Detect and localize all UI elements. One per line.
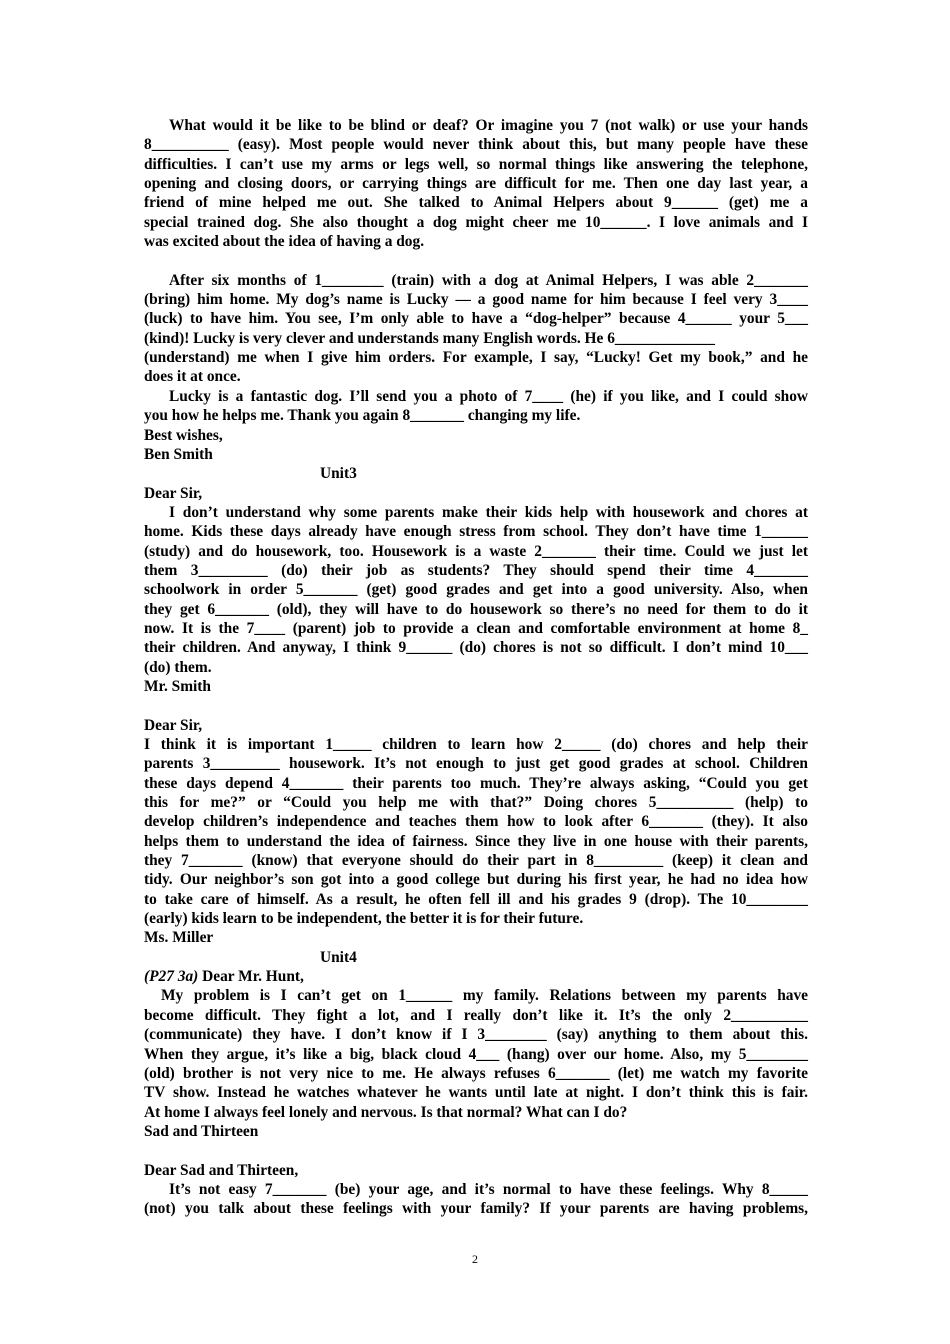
text-line: (luck) to have him. You see, I’m only able to have a “dog-helper” because 4______ your 5___ [144,310,808,328]
paragraph-disability [144,116,808,251]
text-line: they get 6_______ (old), they will have to do housework so there’s no need for them to do it [144,600,808,618]
text-line: you how he helps me. Thank you again 8_______ changing my life. [144,407,581,425]
paragraph-closing [144,387,808,464]
text-line: Ben Smith [144,445,213,463]
text-line: special trained dog. She also thought a dog might cheer me 10______. I love animals and I [144,213,808,231]
text-line: now. It is the 7____ (parent) job to provide a clean and comfortable environment at home 8_ [144,619,808,637]
text-line: they 7_______ (know) that everyone should do their part in 8_________ (keep) it clean and [144,852,808,870]
text-line: difficulties. I can’t use my arms or legs well, so normal things like answering the telephone, [144,155,808,173]
text-line: It’s not easy 7_______ (be) your age, and it’s normal to have these feelings. Why 8_____ [169,1180,808,1198]
text-line: (not) you talk about these feelings with your family? If your parents are having problems, [144,1200,808,1218]
text-line: Best wishes, [144,426,223,444]
text-line: (bring) him home. My dog’s name is Lucky — a good name for him because I feel very 3____ [144,291,808,309]
text-line: parents 3_________ housework. It’s not enough to just get good grades at school. Children [144,755,808,773]
text-line: helps them to understand the idea of fairness. Since they live in one house with their parents, [144,832,808,850]
text-line: I think it is important 1_____ children to learn how 2_____ (do) chores and help their [144,736,808,753]
text-line: My problem is I can’t get on 1______ my family. Relations between my parents have [161,987,808,1005]
text-line: was excited about the idea of having a dog. [144,233,425,251]
text-line: friend of mine helped me out. She talked to Animal Helpers about 9______ (get) me a [144,194,808,212]
text-line: (kind)! Lucky is very clever and understands many English words. He 6_____________ [144,329,715,347]
reply-letter [144,1161,808,1219]
text-line: Ms. Miller [144,929,214,947]
text-line: I don’t understand why some parents make their kids help with housework and chores at [169,503,808,521]
letter-sad-and-thirteen [144,967,808,1141]
text-line: develop children’s independence and teaches them how to look after 6_______ (they). It also [144,813,808,831]
text-line: home. Kids these days already have enough stress from school. They don’t have time 1______ [144,523,808,541]
greeting-text: Dear Mr. Hunt, [198,968,304,986]
text-line: Lucky is a fantastic dog. I’ll send you a photo of 7____ (he) if you like, and I could show [169,387,808,405]
greeting-line [144,967,808,986]
text-line: TV show. Instead he watches whatever he wants until late at night. I don’t think this is fair. [144,1084,808,1102]
text-line: (communicate) they have. I don’t know if I 3________ (say) anything to them about this. [144,1026,808,1044]
paragraph-lucky [144,271,808,387]
text-line: (early) kids learn to be independent, the better it is for their future. [144,910,584,928]
text-line: them 3_________ (do) their job as students? They should spend their time 4_______ [144,561,808,579]
text-line: When they argue, it’s like a big, black cloud 4___ (hang) over our home. Also, my 5________ [144,1045,808,1063]
text-line: Mr. Smith [144,677,211,695]
letter-mr-smith [144,484,808,697]
text-line: Sad and Thirteen [144,1122,259,1140]
text-line: these days depend 4_______ their parents too much. They’re always asking, “Could you get [144,774,808,792]
text-line: 8__________ (easy). Most people would never think about this, but many people have these [144,136,808,154]
page-number: 2 [472,1252,478,1266]
text-line: Dear Sad and Thirteen, [144,1161,299,1179]
text-line: (understand) me when I give him orders. For example, I say, “Lucky! Get my book,” and he [144,349,808,367]
page-reference: (P27 3a) [144,968,199,986]
unit4-heading: Unit4 [320,948,357,966]
letter-ms-miller [144,716,808,948]
text-line: (do) them. [144,658,212,676]
text-line: After six months of 1________ (train) with a dog at Animal Helpers, I was able 2_______ [169,271,808,289]
text-line: At home I always feel lonely and nervous. Is that normal? What can I do? [144,1103,628,1121]
text-line: Dear Sir, [144,484,203,502]
text-line: opening and closing doors, or carrying things are difficult for me. Then one day last year, a [144,175,808,193]
text-line: (study) and do housework, too. Housework is a waste 2_______ their time. Could we just let [144,542,808,560]
document-page [144,116,808,1219]
text-line: Dear Sir, [144,716,203,734]
text-line: their children. And anyway, I think 9______ (do) chores is not so difficult. I don’t mind 10___ [144,639,808,657]
text-line: to take care of himself. As a result, he often fell ill and his grades 9 (drop). The 10________ [144,890,808,908]
text-line: does it at once. [144,368,241,386]
text-line: tidy. Our neighbor’s son got into a good college but during his first year, he had no idea how [144,871,808,889]
text-line: schoolwork in order 5_______ (get) good grades and get into a good university. Also, when [144,581,808,599]
text-line: (old) brother is not very nice to me. He always refuses 6_______ (let) me watch my favorite [144,1064,808,1082]
text-line: become difficult. They fight a lot, and I really don’t like it. It’s the only 2__________ [144,1006,808,1024]
unit3-heading: Unit3 [320,465,357,483]
text-line: this for me?” or “Could you help me with that?” Doing chores 5__________ (help) to [144,794,808,812]
text-line: What would it be like to be blind or deaf? Or imagine you 7 (not walk) or use your hands [169,117,808,134]
